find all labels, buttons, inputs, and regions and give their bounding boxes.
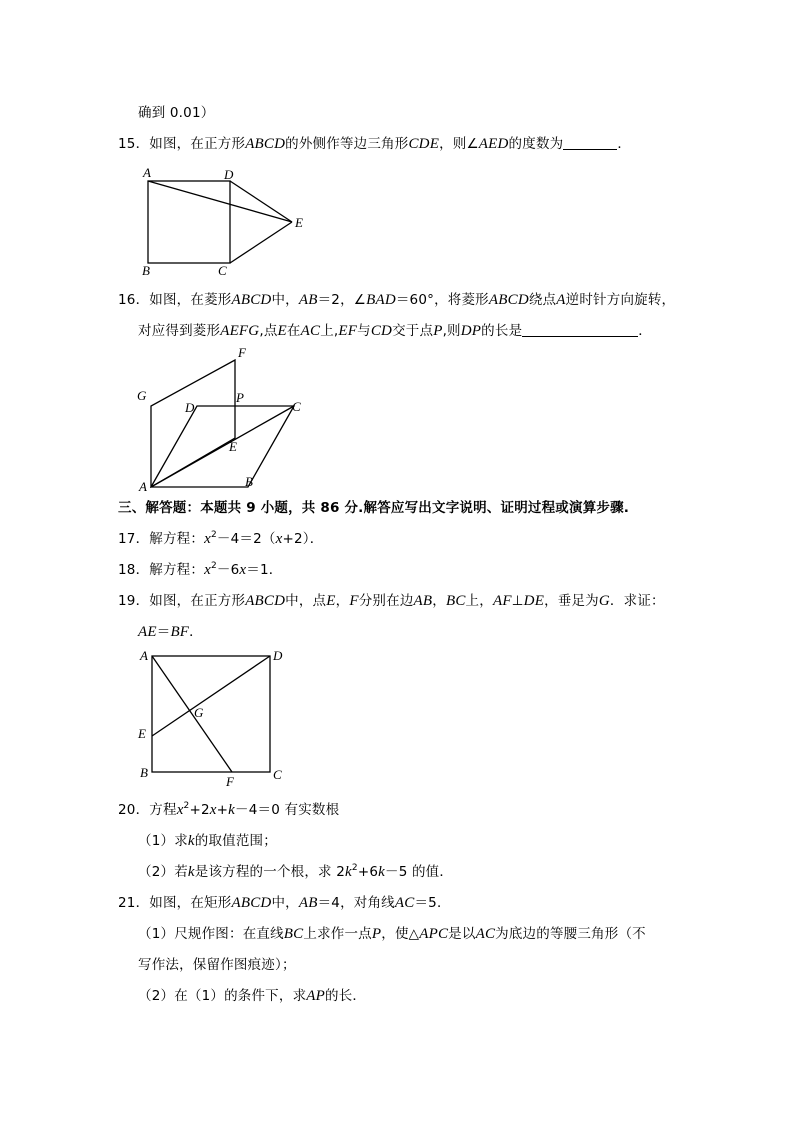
q15-label-d: D [224, 167, 234, 182]
q21-part2: （2）在（1）的条件下，求AP的长． [138, 988, 367, 1004]
q15-label-b: B [142, 263, 150, 278]
q16-label-b: B [245, 474, 253, 489]
q19-label-e: E [138, 726, 146, 741]
continuation-text: 确到 0.01） [138, 105, 215, 121]
q19-label-f: F [226, 774, 234, 789]
q21-part1-line2: 写作法，保留作图痕迹）； [138, 957, 296, 973]
q19-label-a: A [140, 648, 148, 663]
q21-text: 21．如图，在矩形ABCD中，AB＝4，对角线AC＝5． [118, 895, 451, 911]
q17-text: 17．解方程：$x^2-4=2(x+2)$． [118, 530, 324, 547]
q19-label-d: D [273, 648, 283, 663]
q19-label-c: C [273, 767, 282, 782]
q16-label-a: A [139, 479, 147, 494]
q19-segment-af [152, 656, 232, 772]
q16-label-f: F [238, 345, 246, 360]
q15-label-c: C [218, 263, 227, 278]
q16-label-g: G [137, 388, 147, 403]
q15-label-e: E [295, 215, 303, 230]
q21-part1-line1: （1）尺规作图：在直线BC上求作一点P，使△APC是以AC为底边的等腰三角形（不 [138, 926, 646, 942]
q19-label-g: G [194, 705, 204, 720]
q15-text: 15．如图，在正方形ABCD的外侧作等边三角形CDE，则∠AED的度数为 ． [118, 136, 632, 152]
q16-text-line1: 16．如图，在菱形ABCD中，AB＝2，∠BAD＝60°，将菱形ABCD绕点A逆时针方向旋转， [118, 292, 676, 308]
q19-text-line2: AE＝BF． [138, 624, 203, 640]
q20-part2: （2）若k是该方程的一个根，求 $2k^2+6k-5$ 的值． [138, 863, 454, 880]
q20-text: 20．方程$x^2+2x+k-4=0$ 有实数根 [118, 801, 340, 818]
q16-text-line2: 对应得到菱形AEFG,点E在AC上,EF与CD交于点P,则DP的长是 ． [138, 323, 652, 339]
q19-segment-ed [152, 656, 270, 736]
q15-label-a: A [143, 165, 151, 180]
q18-text: 18．解方程：$x^2-6x=1$． [118, 561, 283, 578]
q16-label-c: C [292, 399, 301, 414]
q19-square [152, 656, 270, 772]
q19-text-line1: 19．如图，在正方形ABCD中，点E，F分别在边AB，BC上，AF⊥DE，垂足为G．求证： [118, 593, 665, 609]
q16-label-e: E [229, 439, 237, 454]
q16-label-p: P [236, 390, 244, 405]
q20-part1: （1）求k的取值范围； [138, 833, 277, 849]
q19-label-b: B [140, 765, 148, 780]
section-heading: 三、解答题：本题共 9 小题，共 86 分.解答应写出文字说明、证明过程或演算步骤. [118, 500, 630, 516]
q16-label-d: D [185, 400, 195, 415]
